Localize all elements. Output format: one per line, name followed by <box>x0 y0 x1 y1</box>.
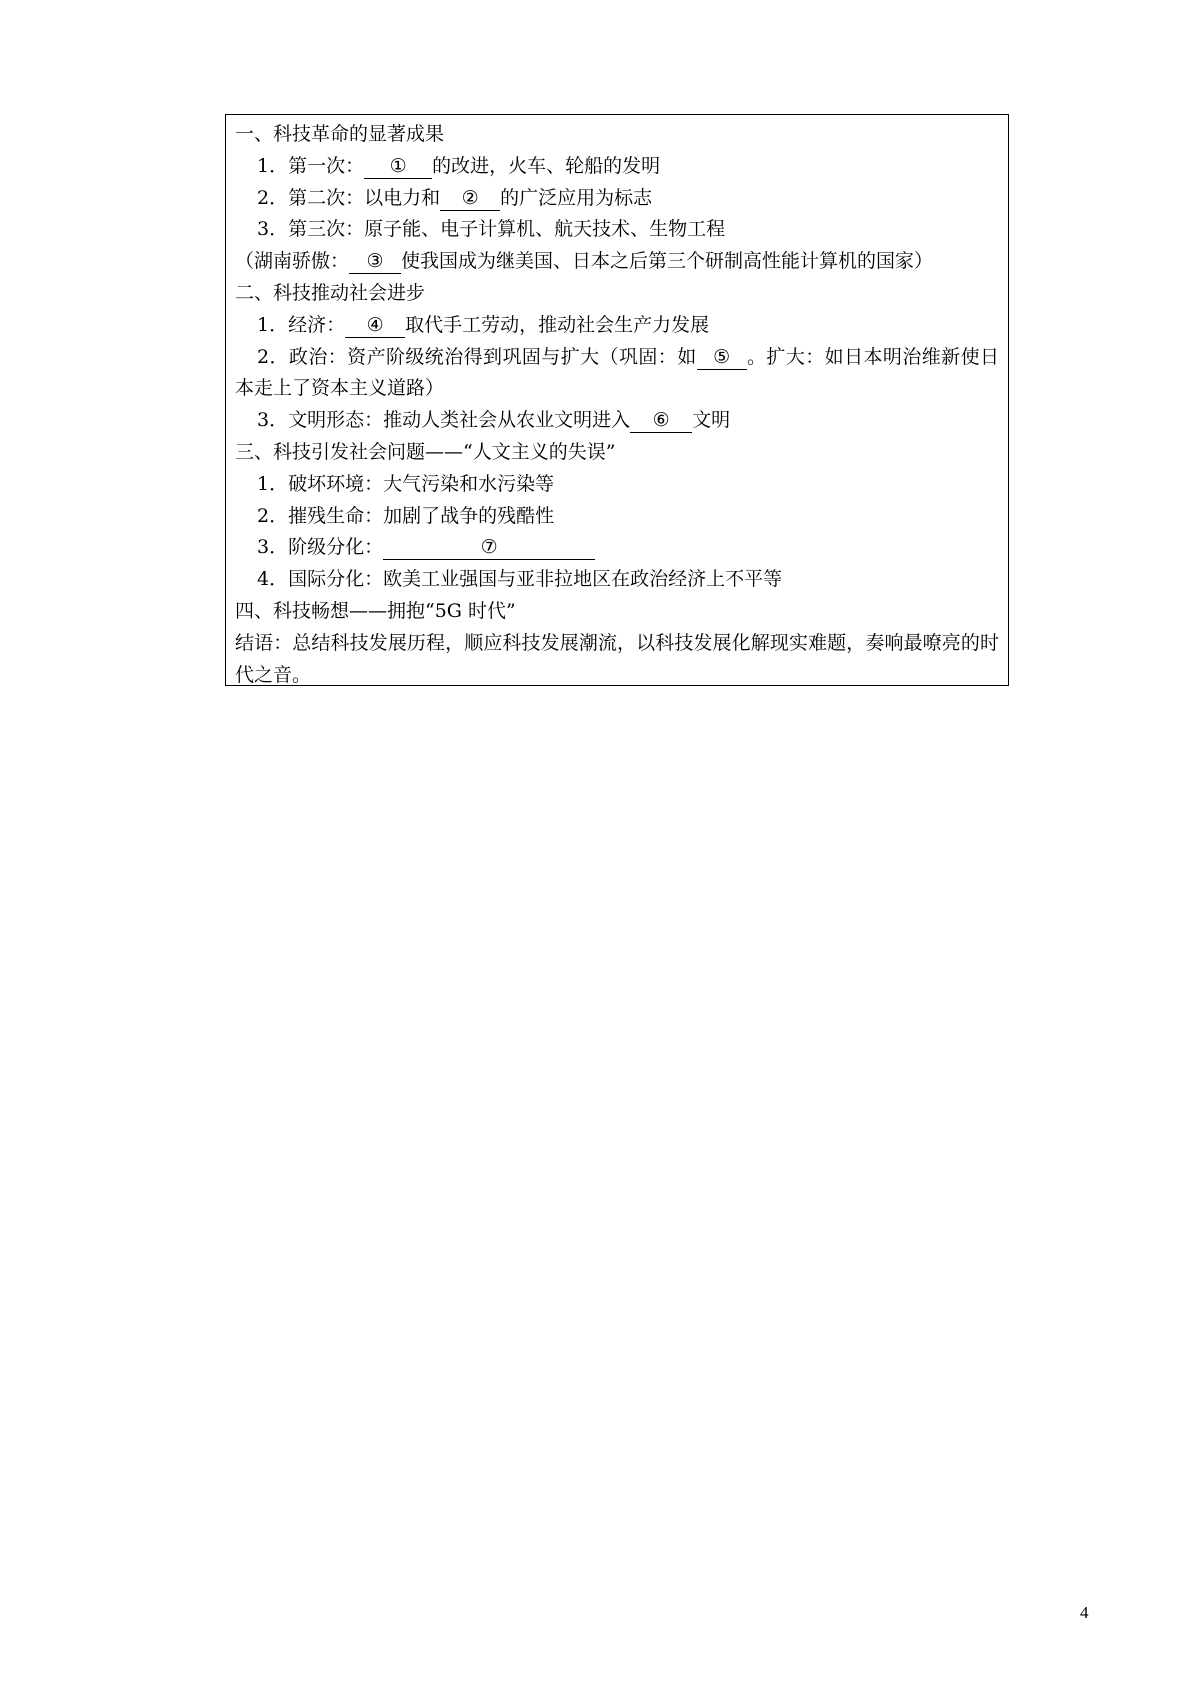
blank-7[interactable]: ⑦ <box>383 535 595 560</box>
item-economy <box>235 310 999 342</box>
first-label: 1．第一次： <box>257 154 365 177</box>
outline-box <box>225 114 1009 686</box>
item-civilization <box>235 405 999 437</box>
second-after: 的广泛应用为标志 <box>500 186 653 209</box>
section-4-title: 四、科技畅想——拥抱“5G 时代” <box>235 599 516 622</box>
item-hunan-pride <box>235 246 999 278</box>
blank-1[interactable]: ① <box>364 154 432 179</box>
item-first-revolution <box>235 151 999 183</box>
item-life: 2．摧残生命：加剧了战争的残酷性 <box>257 504 555 527</box>
page-number: 4 <box>1080 1603 1089 1622</box>
class-label: 3．阶级分化： <box>257 536 384 559</box>
blank-2[interactable]: ② <box>440 186 500 211</box>
blank-5[interactable]: ⑤ <box>697 345 747 370</box>
section-2-title: 二、科技推动社会进步 <box>235 281 426 304</box>
econ-after: 取代手工劳动，推动社会生产力发展 <box>405 313 710 336</box>
item-second-revolution <box>235 183 999 215</box>
hunan-after: 使我国成为继美国、日本之后第三个研制高性能计算机的国家） <box>401 250 934 273</box>
item-third-revolution: 3．第三次：原子能、电子计算机、航天技术、生物工程 <box>257 218 726 241</box>
pol-after: 。扩大：如日本明治维新使日本走上了资本主义道路） <box>235 345 999 400</box>
conclusion: 结语：总结科技发展历程，顺应科技发展潮流，以科技发展化解现实难题，奏响最嘹亮的时代之音。 <box>235 631 999 686</box>
section-3-title: 三、科技引发社会问题——“人文主义的失误” <box>235 440 616 463</box>
first-after: 的改进，火车、轮船的发明 <box>432 154 661 177</box>
blank-3[interactable]: ③ <box>349 249 401 274</box>
blank-6[interactable]: ⑥ <box>630 408 692 433</box>
civ-before: 3．文明形态：推动人类社会从农业文明进入 <box>257 409 631 432</box>
civ-after: 文明 <box>692 409 731 432</box>
item-international: 4．国际分化：欧美工业强国与亚非拉地区在政治经济上不平等 <box>257 568 783 591</box>
hunan-before: （湖南骄傲： <box>235 250 350 273</box>
item-politics <box>235 342 999 406</box>
pol-before: 2．政治：资产阶级统治得到巩固与扩大（巩固：如 <box>257 345 697 368</box>
item-class-division <box>235 532 999 564</box>
blank-4[interactable]: ④ <box>345 313 405 338</box>
econ-label: 1．经济： <box>257 313 346 336</box>
second-label: 2．第二次：以电力和 <box>257 186 441 209</box>
item-environment: 1．破坏环境：大气污染和水污染等 <box>257 472 555 495</box>
section-1-title: 一、科技革命的显著成果 <box>235 123 445 145</box>
